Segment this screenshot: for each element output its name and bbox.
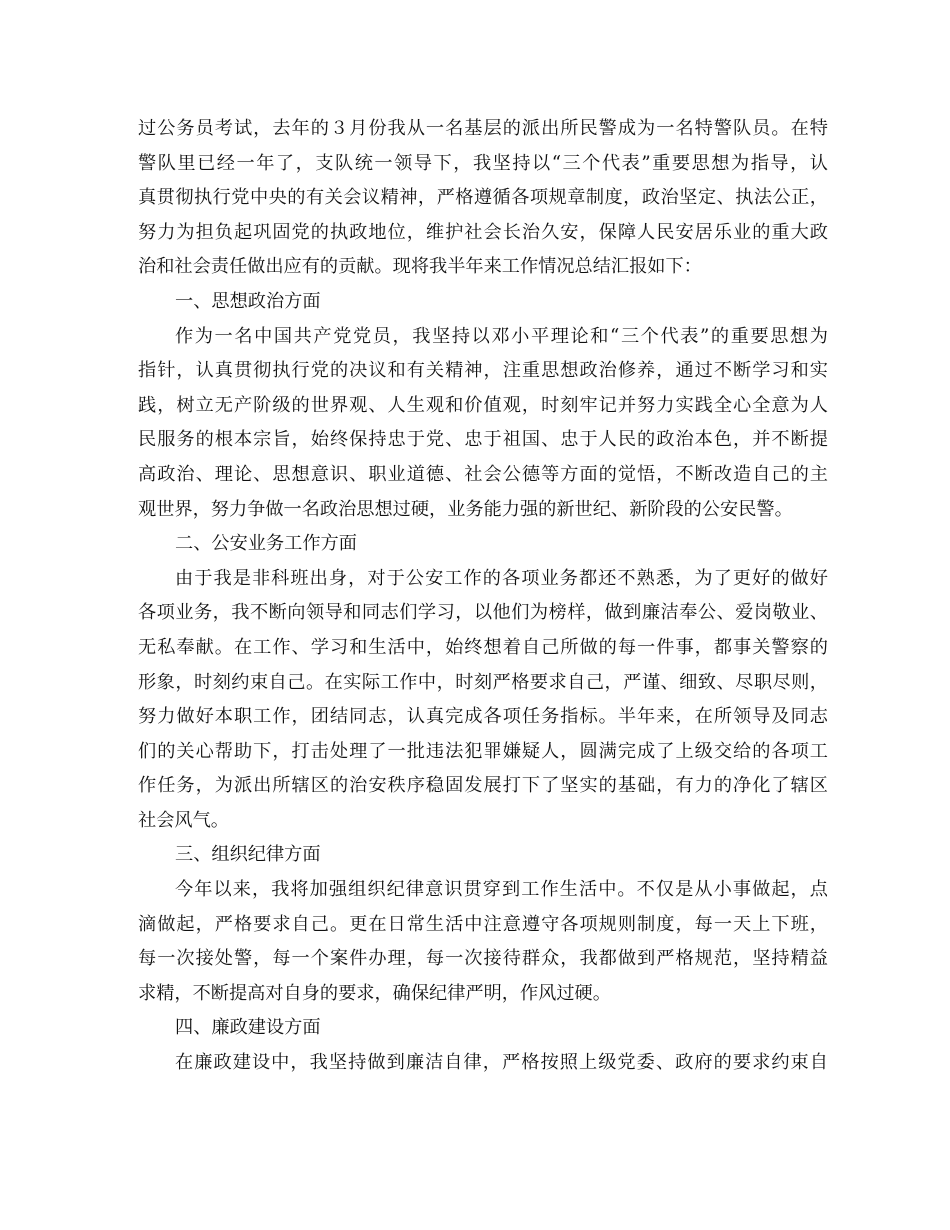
text-line: 作为一名中国共产党党员，我坚持以邓小平理论和“三个代表”的重要思想为 [175, 325, 828, 347]
text-line: 无私奉献。在工作、学习和生活中，始终想着自己所做的每一件事，都事关警察的 [138, 636, 828, 658]
text-line: 民服务的根本宗旨，始终保持忠于党、忠于祖国、忠于人民的政治本色，并不断提 [138, 429, 828, 451]
text-line: 每一次接处警，每一个案件办理，每一次接待群众，我都做到严格规范，坚持精益 [138, 948, 828, 970]
text-line: 观世界，努力争做一名政治思想过硬，业务能力强的新世纪、新阶段的公安民警。 [138, 498, 793, 520]
text-line: 努力做好本职工作，团结同志，认真完成各项任务指标。半年来，在所领导及同志 [138, 706, 828, 728]
text-line: 在廉政建设中，我坚持做到廉洁自律，严格按照上级党委、政府的要求约束自 [175, 1052, 828, 1074]
text-line: 社会风气。 [138, 809, 229, 831]
text-line: 高政治、理论、思想意识、职业道德、社会公德等方面的觉悟，不断改造自己的主 [138, 463, 828, 485]
section-heading-police-work: 二、公安业务工作方面 [175, 533, 357, 555]
section-paragraph-ideology [138, 320, 828, 528]
section-paragraph-discipline [138, 873, 828, 1011]
section-heading-discipline: 三、组织纪律方面 [175, 844, 321, 866]
section-paragraph-police-work [138, 562, 828, 839]
text-line: 治和社会责任做出应有的贡献。现将我半年来工作情况总结汇报如下： [138, 256, 702, 278]
section-paragraph-integrity [138, 1046, 828, 1081]
text-line: 滴做起，严格要求自己。更在日常生活中注意遵守各项规则制度，每一天上下班， [138, 913, 828, 935]
text-line: 真贯彻执行党中央的有关会议精神，严格遵循各项规章制度，政治坚定、执法公正， [138, 187, 828, 209]
text-line: 们的关心帮助下，打击处理了一批违法犯罪嫌疑人，圆满完成了上级交给的各项工 [138, 740, 828, 762]
document-body [138, 112, 828, 1081]
text-line: 由于我是非科班出身，对于公安工作的各项业务都还不熟悉，为了更好的做好 [175, 567, 828, 589]
text-line: 警队里已经一年了，支队统一领导下，我坚持以“三个代表”重要思想为指导，认 [138, 152, 828, 174]
text-line: 指针，认真贯彻执行党的决议和有关精神，注重思想政治修养，通过不断学习和实 [138, 360, 828, 382]
section-heading-ideology: 一、思想政治方面 [175, 290, 321, 312]
text-line: 过公务员考试，去年的３月份我从一名基层的派出所民警成为一名特警队员。在特 [138, 118, 828, 139]
text-line: 求精，不断提高对自身的要求，确保纪律严明，作风过硬。 [138, 982, 611, 1004]
intro-paragraph [138, 112, 828, 285]
text-line: 努力为担负起巩固党的执政地位，维护社会长治久安，保障人民安居乐业的重大政 [138, 221, 828, 243]
text-line: 形象，时刻约束自己。在实际工作中，时刻严格要求自己，严谨、细致、尽职尽则， [138, 671, 828, 693]
text-line: 各项业务，我不断向领导和同志们学习，以他们为榜样，做到廉洁奉公、爱岗敬业、 [138, 602, 828, 624]
text-line: 践，树立无产阶级的世界观、人生观和价值观，时刻牢记并努力实践全心全意为人 [138, 394, 828, 416]
section-heading-integrity: 四、廉政建设方面 [175, 1017, 321, 1039]
text-line: 作任务，为派出所辖区的治安秩序稳固发展打下了坚实的基础，有力的净化了辖区 [138, 775, 828, 797]
text-line: 今年以来，我将加强组织纪律意识贯穿到工作生活中。不仅是从小事做起，点 [175, 879, 828, 901]
